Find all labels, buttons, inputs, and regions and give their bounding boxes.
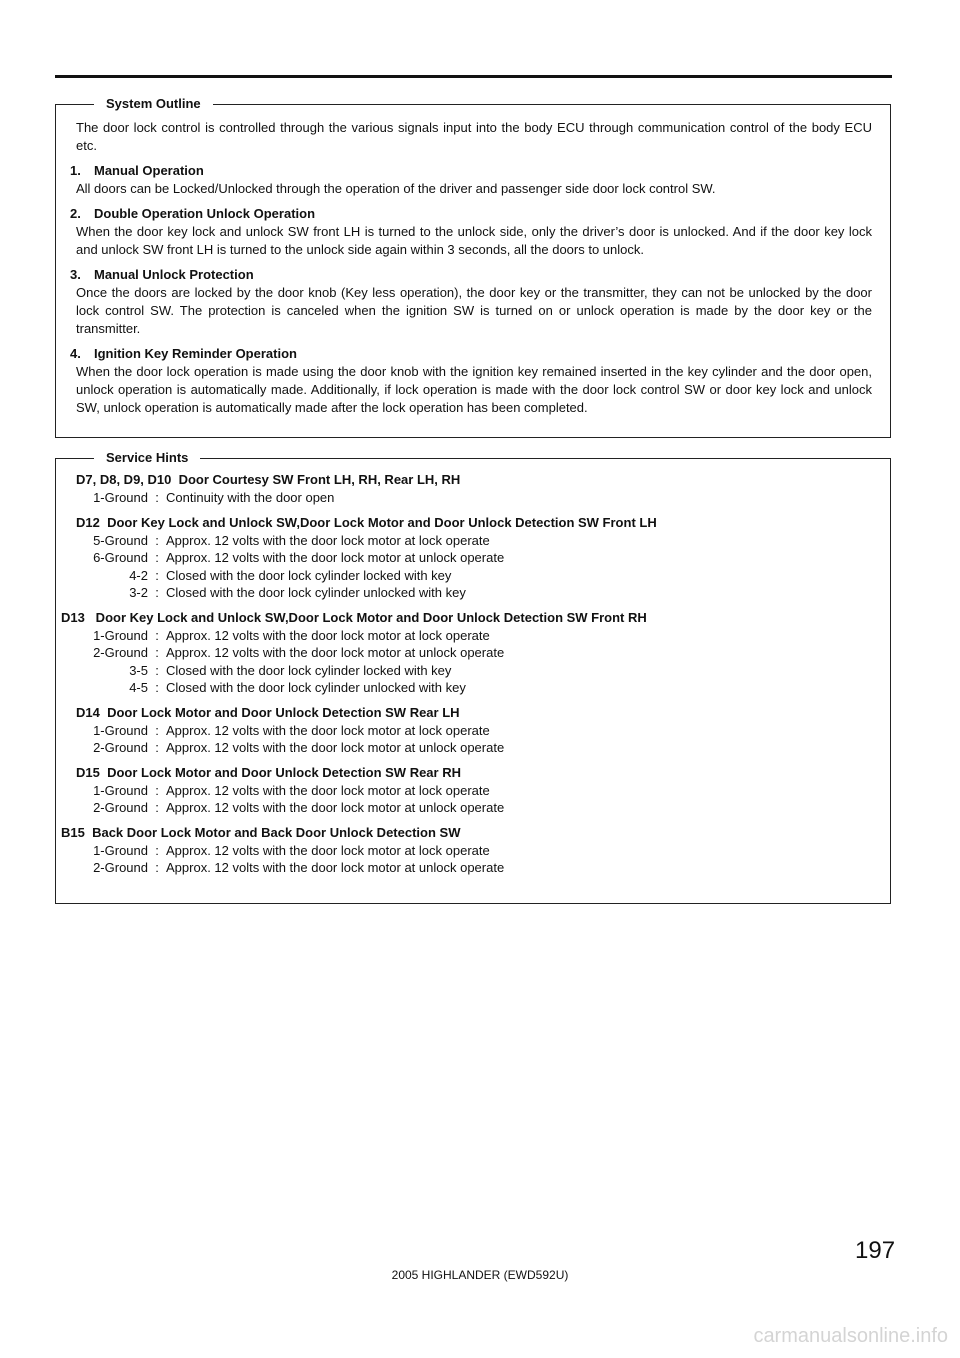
pin-label: 4-5 bbox=[129, 680, 148, 695]
outline-item bbox=[56, 345, 890, 417]
pin-separator: : bbox=[155, 782, 159, 798]
pin-label: 2-Ground bbox=[93, 740, 148, 755]
pin-label: 1-Ground bbox=[93, 722, 148, 738]
connector-title: D14 Door Lock Motor and Door Unlock Detection SW Rear LH bbox=[76, 704, 460, 720]
pin-label: 1-Ground bbox=[93, 842, 148, 858]
outline-item bbox=[56, 205, 890, 259]
pin-description: Approx. 12 volts with the door lock motor at lock operate bbox=[166, 782, 490, 798]
pin-description: Closed with the door lock cylinder locked with key bbox=[166, 662, 452, 678]
pin-row bbox=[56, 739, 890, 757]
connector-block bbox=[56, 764, 890, 817]
pin-label: 3-5 bbox=[129, 662, 148, 678]
outline-item-title: Manual Operation bbox=[94, 163, 204, 178]
pin-separator: : bbox=[155, 722, 159, 738]
pin-label: 6-Ground bbox=[93, 550, 148, 565]
pin-separator: : bbox=[155, 842, 159, 858]
pin-separator: : bbox=[155, 800, 159, 815]
top-rule bbox=[55, 75, 892, 78]
outline-item-text: When the door lock operation is made using the door knob with the ignition key remained inserted in the key cylinder and the door open, unlock operation is automatically made. Additionally, if lock operation is made with the door lock control SW or door key lock and unlock SW, unlock operation is automatically made after the lock operation has been completed. bbox=[76, 364, 872, 415]
service-hints-content bbox=[56, 471, 890, 877]
connector-title: D13 Door Key Lock and Unlock SW,Door Lock Motor and Door Unlock Detection SW Front RH bbox=[61, 609, 647, 625]
outline-item-heading bbox=[70, 266, 890, 284]
pin-row bbox=[56, 662, 890, 680]
pin-separator: : bbox=[155, 627, 159, 643]
pin-description: Approx. 12 volts with the door lock motor at unlock operate bbox=[166, 860, 505, 875]
pin-row bbox=[56, 627, 890, 645]
outline-item-number: 3. bbox=[70, 267, 81, 282]
pin-row bbox=[56, 644, 890, 662]
pin-row bbox=[56, 489, 890, 507]
connector-title: D7, D8, D9, D10 Door Courtesy SW Front LH, RH, Rear LH, RH bbox=[76, 472, 461, 487]
connector-block bbox=[56, 609, 890, 697]
pin-description: Approx. 12 volts with the door lock motor at unlock operate bbox=[166, 645, 505, 660]
pin-description: Approx. 12 volts with the door lock motor at lock operate bbox=[166, 842, 490, 858]
connector-block bbox=[56, 704, 890, 757]
outline-item-heading bbox=[70, 345, 890, 363]
pin-separator: : bbox=[155, 740, 159, 755]
connector-title: D15 Door Lock Motor and Door Unlock Detection SW Rear RH bbox=[76, 764, 461, 780]
outline-item-heading bbox=[70, 162, 890, 180]
outline-item-text: When the door key lock and unlock SW front LH is turned to the unlock side, only the driver’s door is unlocked. And if the door key lock and unlock SW front LH is turned to the unlock side again within 3 seconds, all the doors to unlock. bbox=[76, 224, 872, 257]
pin-separator: : bbox=[155, 532, 159, 548]
pin-separator: : bbox=[155, 490, 159, 505]
outline-item bbox=[56, 162, 890, 198]
pin-row bbox=[56, 782, 890, 800]
outline-item-list bbox=[56, 162, 890, 417]
connector-title: B15 Back Door Lock Motor and Back Door Unlock Detection SW bbox=[61, 824, 461, 840]
pin-label: 5-Ground bbox=[93, 532, 148, 548]
outline-item-text: Once the doors are locked by the door knob (Key less operation), the door key or the transmitter, they can not be unlocked by the door lock control SW. The protection is canceled when the ignition SW is turned on or unlock operation is made by the door key or the transmitter. bbox=[76, 285, 872, 336]
system-outline-intro: The door lock control is controlled through the various signals input into the body ECU through communication control of the body ECU etc. bbox=[76, 120, 872, 153]
outline-item-number: 4. bbox=[70, 346, 81, 361]
pin-row bbox=[56, 859, 890, 877]
pin-row bbox=[56, 679, 890, 697]
pin-separator: : bbox=[155, 860, 159, 875]
pin-row bbox=[56, 584, 890, 602]
pin-separator: : bbox=[155, 645, 159, 660]
outline-item-text: All doors can be Locked/Unlocked through the operation of the driver and passenger side door lock control SW. bbox=[76, 181, 716, 196]
outline-item-title: Manual Unlock Protection bbox=[94, 267, 254, 282]
pin-description: Closed with the door lock cylinder locked with key bbox=[166, 567, 452, 583]
connector-title: D12 Door Key Lock and Unlock SW,Door Lock Motor and Door Unlock Detection SW Front LH bbox=[76, 514, 657, 530]
pin-description: Continuity with the door open bbox=[166, 490, 335, 505]
connector-block bbox=[56, 824, 890, 877]
pin-row bbox=[56, 722, 890, 740]
pin-separator: : bbox=[155, 662, 159, 678]
outline-item-title: Double Operation Unlock Operation bbox=[94, 206, 316, 221]
outline-item-title: Ignition Key Reminder Operation bbox=[94, 346, 297, 361]
outline-item-number: 1. bbox=[70, 163, 81, 178]
system-outline-section bbox=[55, 96, 891, 438]
footer-text: 2005 HIGHLANDER (EWD592U) bbox=[391, 1268, 569, 1282]
pin-separator: : bbox=[155, 550, 159, 565]
pin-description: Closed with the door lock cylinder unlocked with key bbox=[166, 680, 466, 695]
pin-row bbox=[56, 842, 890, 860]
pin-label: 1-Ground bbox=[93, 490, 148, 505]
page-number: 197 bbox=[855, 1237, 896, 1264]
pin-description: Approx. 12 volts with the door lock motor at unlock operate bbox=[166, 740, 505, 755]
pin-row bbox=[56, 567, 890, 585]
pin-row bbox=[56, 799, 890, 817]
pin-description: Closed with the door lock cylinder unlocked with key bbox=[166, 585, 466, 600]
pin-label: 2-Ground bbox=[93, 860, 148, 875]
service-hints-title: Service Hints bbox=[94, 449, 200, 467]
pin-label: 1-Ground bbox=[93, 782, 148, 798]
pin-label: 3-2 bbox=[129, 585, 148, 600]
outline-item bbox=[56, 266, 890, 338]
pin-label: 4-2 bbox=[129, 567, 148, 583]
connector-block bbox=[56, 471, 890, 507]
service-hints-section bbox=[55, 450, 891, 904]
pin-separator: : bbox=[155, 680, 159, 695]
pin-label: 2-Ground bbox=[93, 645, 148, 660]
pin-separator: : bbox=[155, 585, 159, 600]
pin-description: Approx. 12 volts with the door lock motor at lock operate bbox=[166, 722, 490, 738]
pin-label: 1-Ground bbox=[93, 627, 148, 643]
watermark: carmanualsonline.info bbox=[753, 1325, 948, 1347]
pin-row bbox=[56, 532, 890, 550]
pin-label: 2-Ground bbox=[93, 800, 148, 815]
pin-description: Approx. 12 volts with the door lock motor at lock operate bbox=[166, 532, 490, 548]
outline-item-heading bbox=[70, 205, 890, 223]
pin-description: Approx. 12 volts with the door lock motor at unlock operate bbox=[166, 550, 505, 565]
pin-separator: : bbox=[155, 567, 159, 583]
system-outline-content bbox=[56, 119, 890, 417]
system-outline-title: System Outline bbox=[94, 95, 213, 113]
pin-description: Approx. 12 volts with the door lock motor at lock operate bbox=[166, 627, 490, 643]
pin-description: Approx. 12 volts with the door lock motor at unlock operate bbox=[166, 800, 505, 815]
outline-item-number: 2. bbox=[70, 206, 81, 221]
connector-block bbox=[56, 514, 890, 602]
pin-row bbox=[56, 549, 890, 567]
